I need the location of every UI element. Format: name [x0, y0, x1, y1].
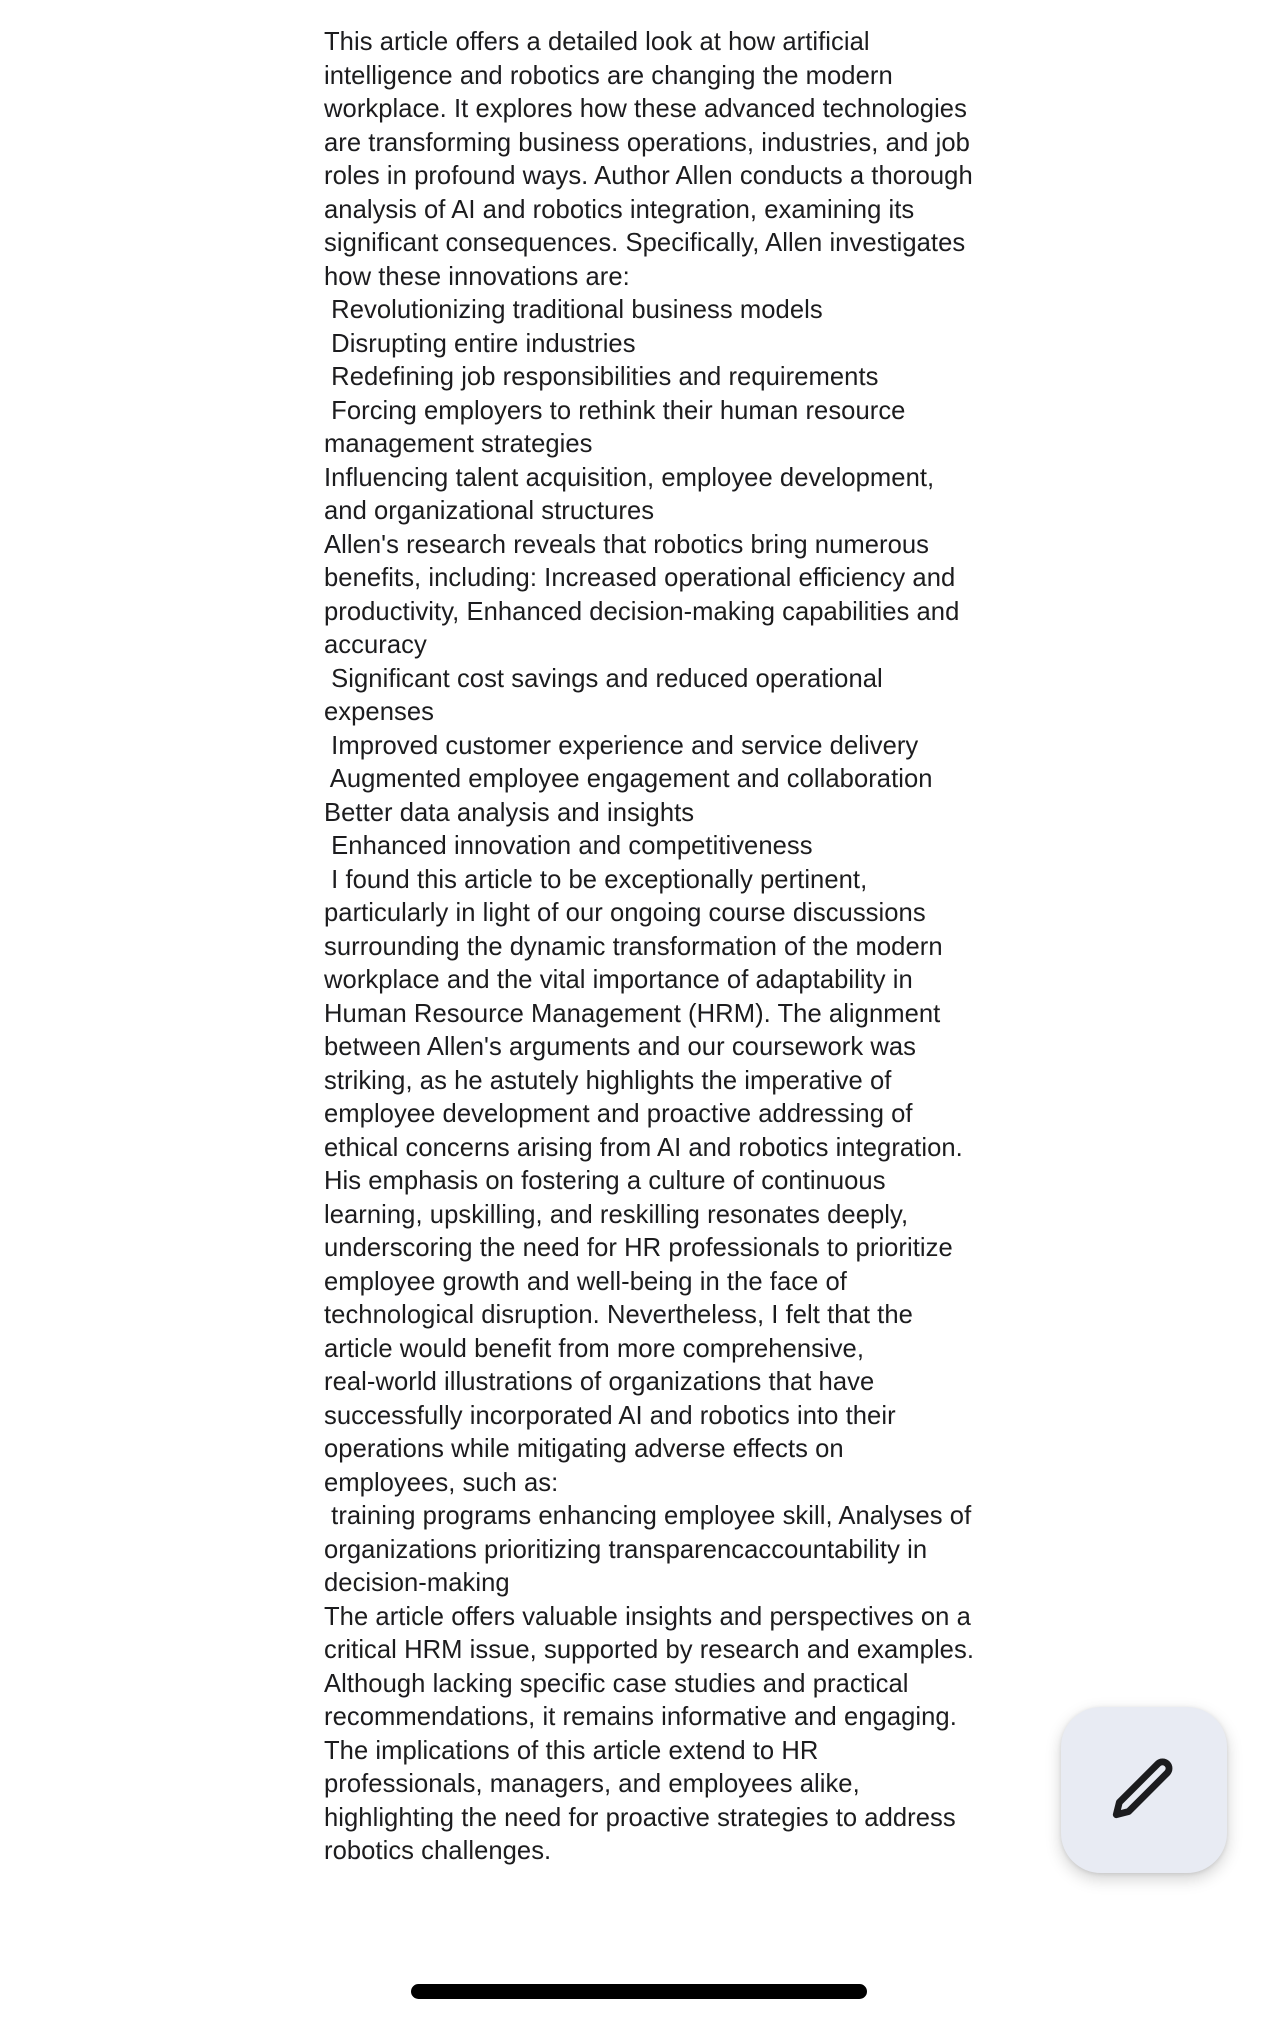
article-line: employees, such as: [324, 1468, 559, 1497]
article-line: Revolutionizing traditional business models [324, 296, 823, 324]
article-line: employee growth and well-being in the face of [324, 1267, 847, 1296]
article-line: Redefining job responsibilities and requirements [324, 363, 879, 391]
article-line: employee development and proactive addressing of [324, 1100, 913, 1128]
article-line: significant consequences. Specifically, Allen investigates [324, 229, 966, 257]
article-line: Influencing talent acquisition, employee development, [324, 463, 935, 492]
article-line: how these innovations are: [324, 262, 630, 291]
article-line: between Allen's arguments and our coursework was [324, 1033, 916, 1061]
article-line: benefits, including: Increased operational efficiency and [324, 564, 956, 592]
article-line: real-world illustrations of organizations that have [324, 1368, 875, 1396]
article-line: Allen's research reveals that robotics bring numerous [324, 530, 930, 559]
article-line: Enhanced innovation and competitiveness [324, 832, 813, 860]
article-line: roles in profound ways. Author Allen conducts a thorough [324, 162, 973, 190]
article-line: ethical concerns arising from AI and robotics integration. [324, 1133, 963, 1162]
article-line: professionals, managers, and employees alike, [324, 1770, 860, 1798]
article-line: expenses [324, 698, 434, 726]
article-line: striking, as he astutely highlights the imperative of [324, 1066, 892, 1095]
article-line: are transforming business operations, industries, and job [324, 128, 970, 157]
article-line: successfully incorporated AI and robotics into their [324, 1401, 896, 1430]
article-line: accuracy [324, 631, 427, 659]
article-line: Significant cost savings and reduced operational [324, 664, 883, 693]
article-line: article would benefit from more comprehensive, [324, 1334, 865, 1363]
article-line: Augmented employee engagement and collaboration [324, 765, 933, 793]
article-line: The implications of this article extend to HR [324, 1736, 819, 1765]
pencil-icon [1107, 1753, 1181, 1827]
article-line: productivity, Enhanced decision-making capabilities and [324, 597, 960, 626]
article-line: Disrupting entire industries [324, 329, 636, 358]
article-line: learning, upskilling, and reskilling resonates deeply, [324, 1200, 909, 1229]
article-line: Better data analysis and insights [324, 798, 695, 827]
article-line: Although lacking specific case studies and practical [324, 1669, 909, 1698]
edit-button[interactable] [1061, 1707, 1227, 1873]
article-line: particularly in light of our ongoing course discussions [324, 899, 926, 927]
article-line: Forcing employers to rethink their human resource [324, 396, 906, 425]
article-line: This article offers a detailed look at how artificial [324, 28, 870, 56]
article-line: Improved customer experience and service delivery [324, 731, 919, 760]
article-line: underscoring the need for HR professionals to prioritize [324, 1234, 953, 1262]
article-line: The article offers valuable insights and perspectives on a [324, 1602, 971, 1631]
article-line: highlighting the need for proactive strategies to address [324, 1803, 956, 1832]
article-line: organizations prioritizing transparencaccountability in [324, 1535, 928, 1564]
article-line: analysis of AI and robotics integration, examining its [324, 195, 915, 224]
article-line: surrounding the dynamic transformation of the modern [324, 932, 943, 961]
article-line: recommendations, it remains informative and engaging. [324, 1703, 957, 1731]
article-line: operations while mitigating adverse effects on [324, 1435, 844, 1463]
article-line: workplace. It explores how these advanced technologies [324, 95, 967, 123]
article-body [324, 26, 1004, 1869]
article-line: intelligence and robotics are changing the modern [324, 61, 893, 90]
article-line: Human Resource Management (HRM). The alignment [324, 999, 941, 1028]
article-line: critical HRM issue, supported by research and examples. [324, 1636, 974, 1664]
article-line: robotics challenges. [324, 1837, 552, 1865]
article-line: technological disruption. Nevertheless, I felt that the [324, 1301, 913, 1329]
article-line: training programs enhancing employee skill, Analyses of [324, 1502, 972, 1530]
article-line: I found this article to be exceptionally pertinent, [324, 865, 868, 894]
home-indicator[interactable] [411, 1984, 867, 1999]
article-line: His emphasis on fostering a culture of continuous [324, 1167, 886, 1195]
article-line: decision-making [324, 1569, 510, 1597]
article-line: workplace and the vital importance of adaptability in [324, 966, 913, 994]
article-line: management strategies [324, 430, 593, 458]
article-line: and organizational structures [324, 497, 655, 525]
